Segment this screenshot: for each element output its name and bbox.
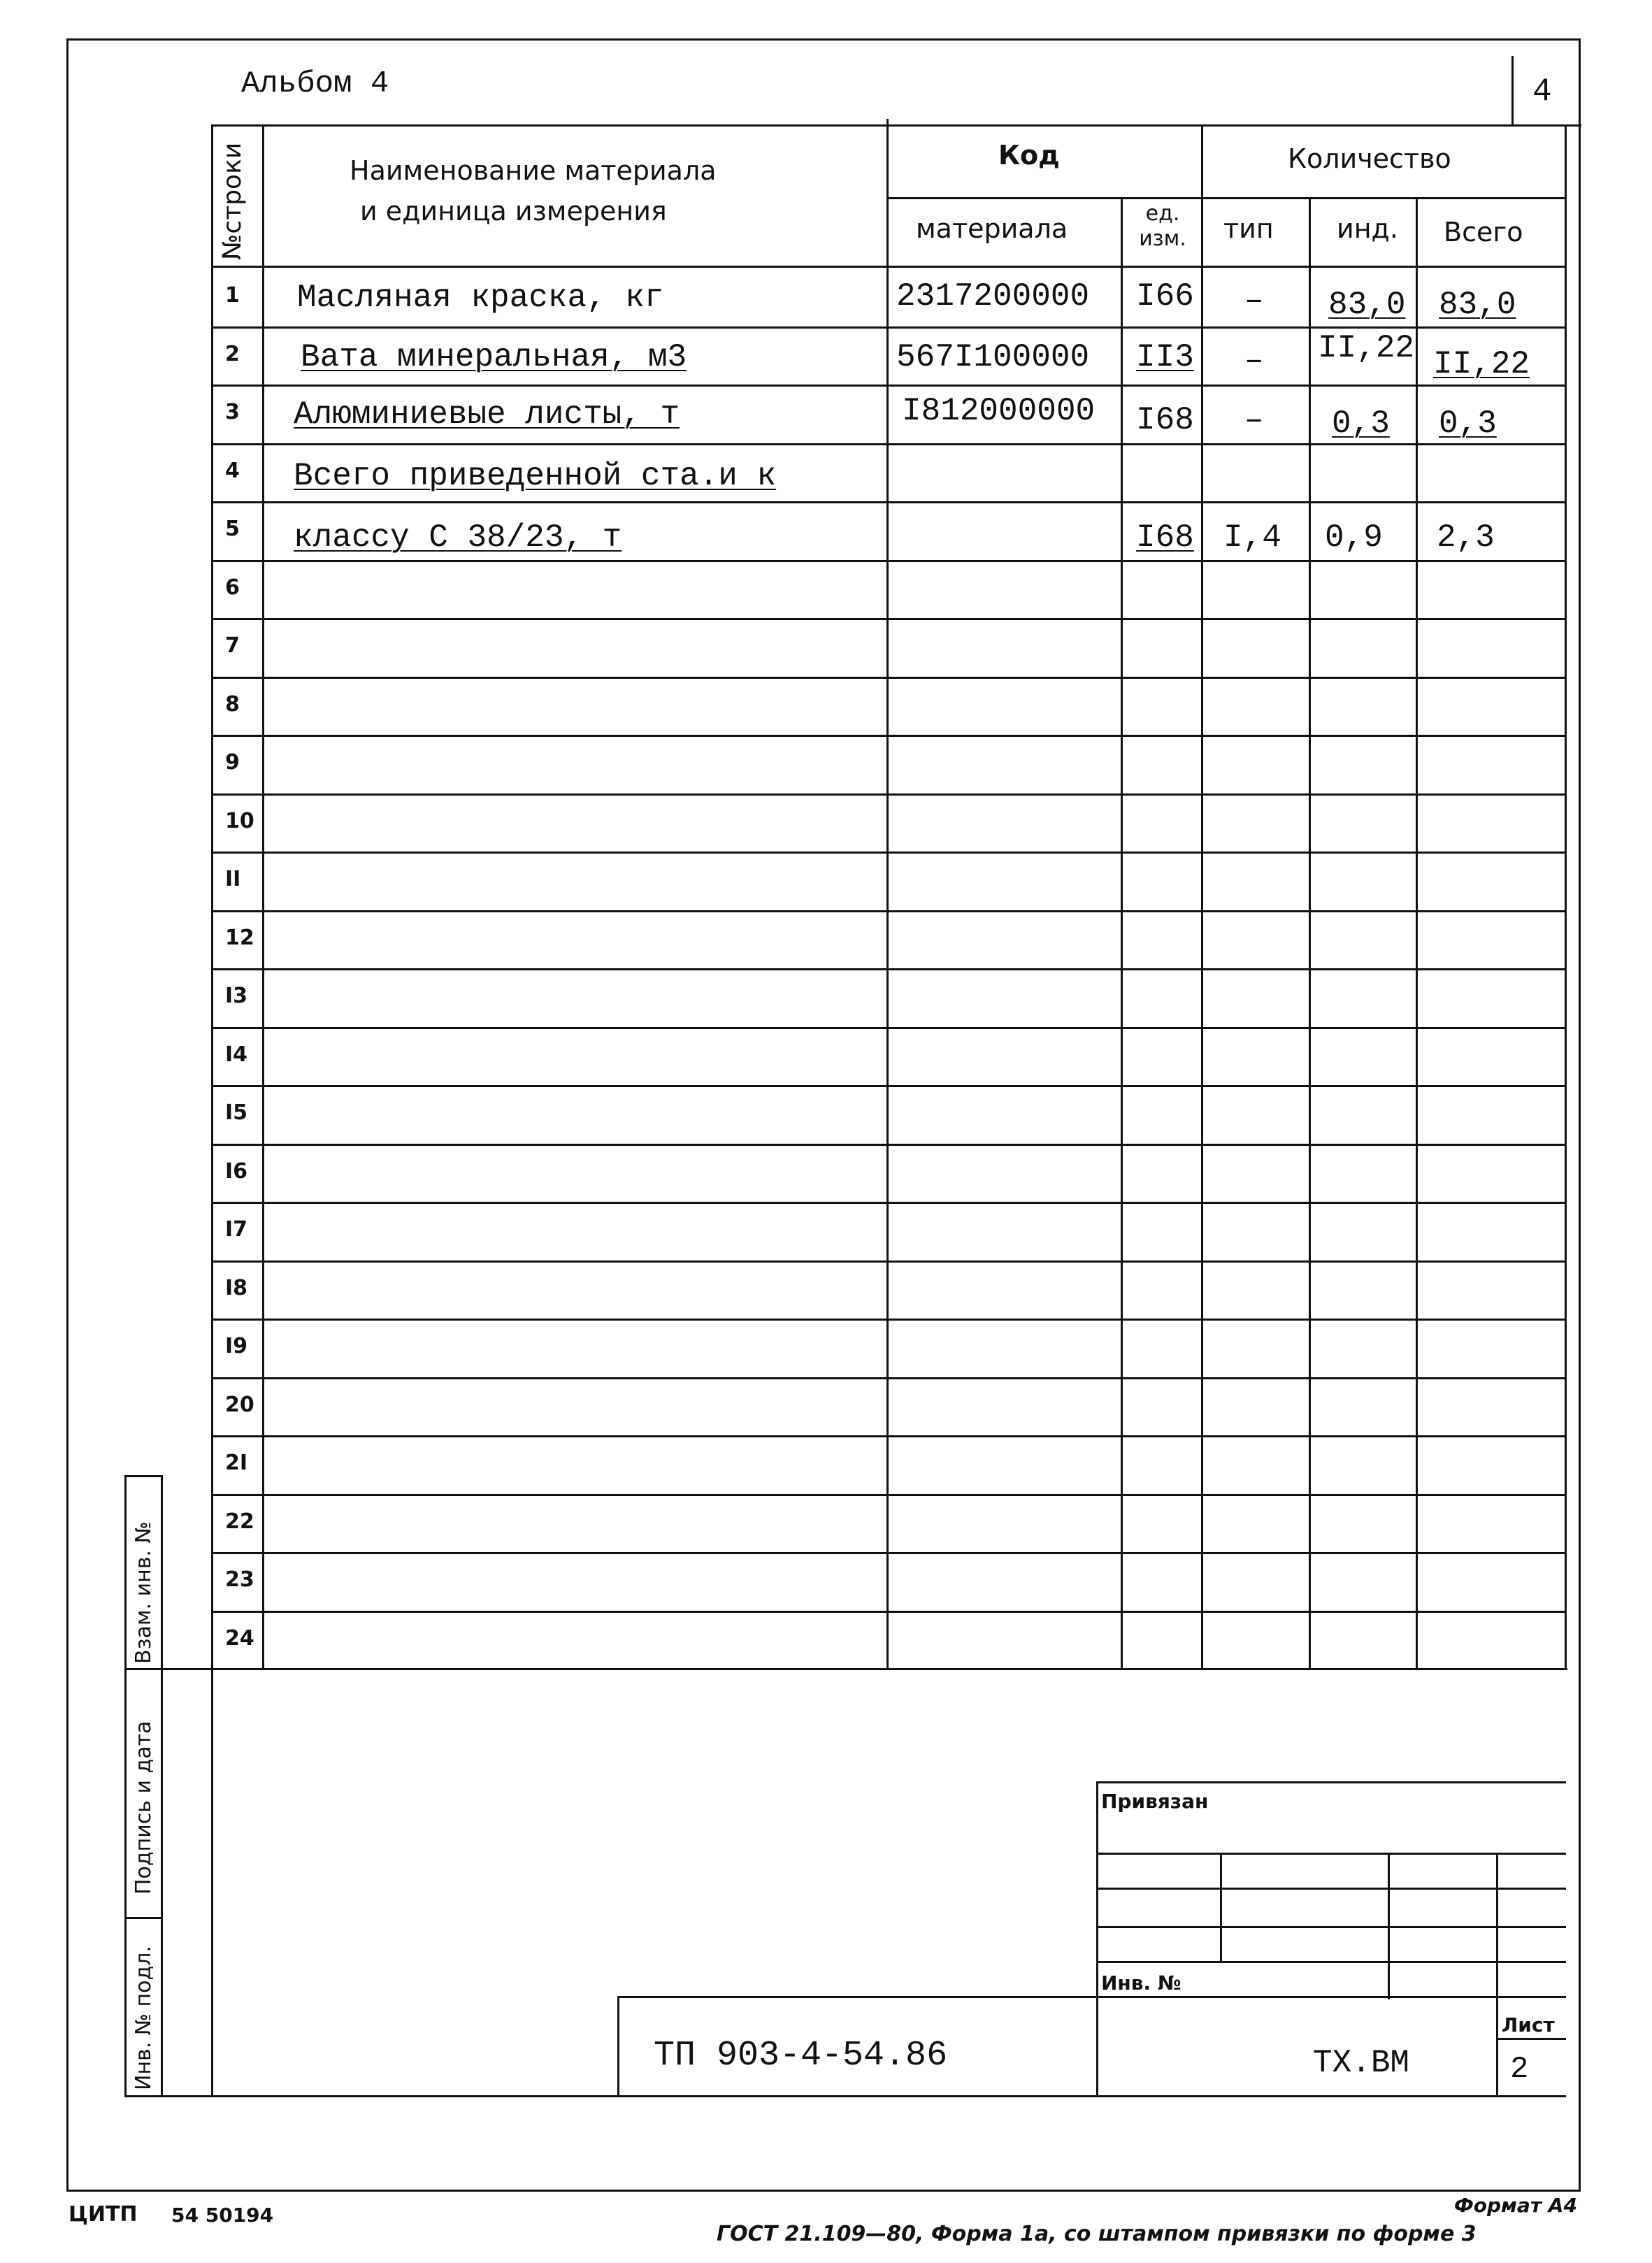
row-3-unit: I68 bbox=[1136, 402, 1194, 438]
stamp-sheet-label: Лист bbox=[1502, 2013, 1555, 2036]
header-qty-type: тип bbox=[1223, 213, 1274, 244]
row-number: I7 bbox=[225, 1217, 248, 1242]
row-1-ind: 83,0 bbox=[1328, 287, 1406, 323]
stamp-attached: Привязан bbox=[1101, 1790, 1209, 1813]
row-number: I4 bbox=[225, 1042, 248, 1067]
row-separator bbox=[211, 735, 1566, 737]
stamp-doc-code: ТП 903-4-54.86 bbox=[654, 2036, 948, 2076]
row-separator bbox=[211, 1377, 1566, 1379]
row-1-code: 2317200000 bbox=[896, 278, 1090, 315]
row-1-unit: I66 bbox=[1136, 278, 1194, 315]
row-5-ind: 0,9 bbox=[1325, 519, 1383, 556]
row-number: 22 bbox=[225, 1509, 254, 1534]
header-code-material: материала bbox=[916, 213, 1068, 244]
row-2-total: II,22 bbox=[1433, 346, 1530, 382]
page-number: 4 bbox=[1532, 73, 1552, 110]
stamp-doc-mark: ТХ.ВМ bbox=[1313, 2045, 1410, 2081]
row-number: I5 bbox=[225, 1100, 248, 1125]
row-4-name: Всего приведенной ста.и к bbox=[294, 458, 777, 494]
row-3-total: 0,3 bbox=[1439, 405, 1497, 442]
row-1-total: 83,0 bbox=[1439, 287, 1516, 323]
row-number: I6 bbox=[225, 1159, 248, 1184]
header-qty-total: Всего bbox=[1444, 217, 1523, 247]
row-number: 8 bbox=[225, 692, 240, 717]
row-2-unit: II3 bbox=[1136, 339, 1194, 375]
row-separator bbox=[211, 1319, 1566, 1321]
stamp-inv-no: Инв. № bbox=[1101, 1971, 1181, 1995]
row-number: 2I bbox=[225, 1451, 248, 1475]
row-separator bbox=[211, 1611, 1566, 1613]
header-code-unit: ед. изм. bbox=[1139, 201, 1186, 251]
row-separator bbox=[211, 852, 1566, 854]
row-number: 24 bbox=[225, 1626, 254, 1651]
row-number: 1 bbox=[225, 283, 240, 308]
row-1-type: – bbox=[1244, 282, 1264, 319]
header-name-line2: и единица измерения bbox=[360, 196, 667, 227]
row-5-unit: I68 bbox=[1136, 519, 1194, 556]
footer-gost: ГОСТ 21.109—80, Форма 1а, со штампом привязки по форме 3 bbox=[717, 2222, 1477, 2246]
row-number: I8 bbox=[225, 1276, 248, 1300]
row-3-name: Алюминиевые листы, т bbox=[294, 396, 680, 433]
row-number: II bbox=[225, 867, 241, 891]
row-separator bbox=[211, 1435, 1566, 1437]
row-number: 7 bbox=[225, 633, 240, 658]
row-3-code: I812000000 bbox=[902, 393, 1096, 429]
row-separator bbox=[211, 443, 1566, 445]
row-number: 20 bbox=[225, 1393, 254, 1417]
row-5-name: классу С 38/23, т bbox=[294, 519, 622, 556]
row-number: 2 bbox=[225, 342, 240, 366]
row-number: 9 bbox=[225, 750, 240, 775]
row-number: 10 bbox=[225, 809, 254, 833]
row-1-name: Масляная краска, кг bbox=[297, 280, 664, 316]
row-2-code: 567I100000 bbox=[896, 339, 1090, 375]
row-separator bbox=[211, 793, 1566, 796]
row-number: 3 bbox=[225, 400, 240, 424]
row-separator bbox=[211, 968, 1566, 970]
signature-date-label: Подпись и дата bbox=[131, 1720, 156, 1895]
row-2-type: – bbox=[1244, 343, 1264, 379]
row-number: 4 bbox=[225, 459, 240, 483]
row-number: 23 bbox=[225, 1567, 254, 1592]
row-separator bbox=[211, 1202, 1566, 1204]
row-separator bbox=[211, 326, 1566, 329]
row-separator bbox=[211, 501, 1566, 503]
row-5-type: I,4 bbox=[1223, 519, 1281, 556]
album-label: Альбом 4 bbox=[241, 66, 389, 101]
row-separator bbox=[211, 1085, 1566, 1087]
row-3-type: – bbox=[1244, 402, 1264, 438]
inv-orig-label: Инв. № подл. bbox=[131, 1946, 156, 2090]
footer-format: Формат А4 bbox=[1454, 2194, 1577, 2217]
row-number: I9 bbox=[225, 1334, 248, 1358]
row-separator bbox=[211, 560, 1566, 562]
row-separator bbox=[211, 1144, 1566, 1146]
stamp-sheet-value: 2 bbox=[1510, 2052, 1529, 2087]
row-number: 5 bbox=[225, 517, 240, 541]
row-separator bbox=[211, 385, 1566, 387]
footer-org: ЦИТП bbox=[69, 2202, 138, 2227]
row-separator bbox=[211, 1494, 1566, 1496]
row-2-ind: II,22 bbox=[1318, 330, 1415, 366]
row-separator bbox=[211, 677, 1566, 679]
header-code: Код bbox=[998, 140, 1060, 171]
row-2-name: Вата минеральная, м3 bbox=[301, 339, 687, 375]
header-name-line1: Наименование материала bbox=[350, 155, 717, 186]
footer-code: 54 50194 bbox=[171, 2204, 274, 2227]
row-number: 12 bbox=[225, 926, 254, 950]
row-5-total: 2,3 bbox=[1437, 519, 1495, 556]
header-row-number: №строки bbox=[218, 142, 247, 260]
row-number: 6 bbox=[225, 575, 240, 600]
header-qty-ind: инд. bbox=[1337, 213, 1398, 244]
row-separator bbox=[211, 1552, 1566, 1554]
row-3-ind: 0,3 bbox=[1332, 405, 1390, 442]
row-separator bbox=[211, 910, 1566, 912]
row-number: I3 bbox=[225, 984, 248, 1008]
row-separator bbox=[211, 1260, 1566, 1263]
header-quantity: Количество bbox=[1288, 143, 1451, 174]
row-separator bbox=[211, 1027, 1566, 1029]
row-separator bbox=[211, 618, 1566, 620]
replace-inv-label: Взам. инв. № bbox=[131, 1521, 156, 1664]
